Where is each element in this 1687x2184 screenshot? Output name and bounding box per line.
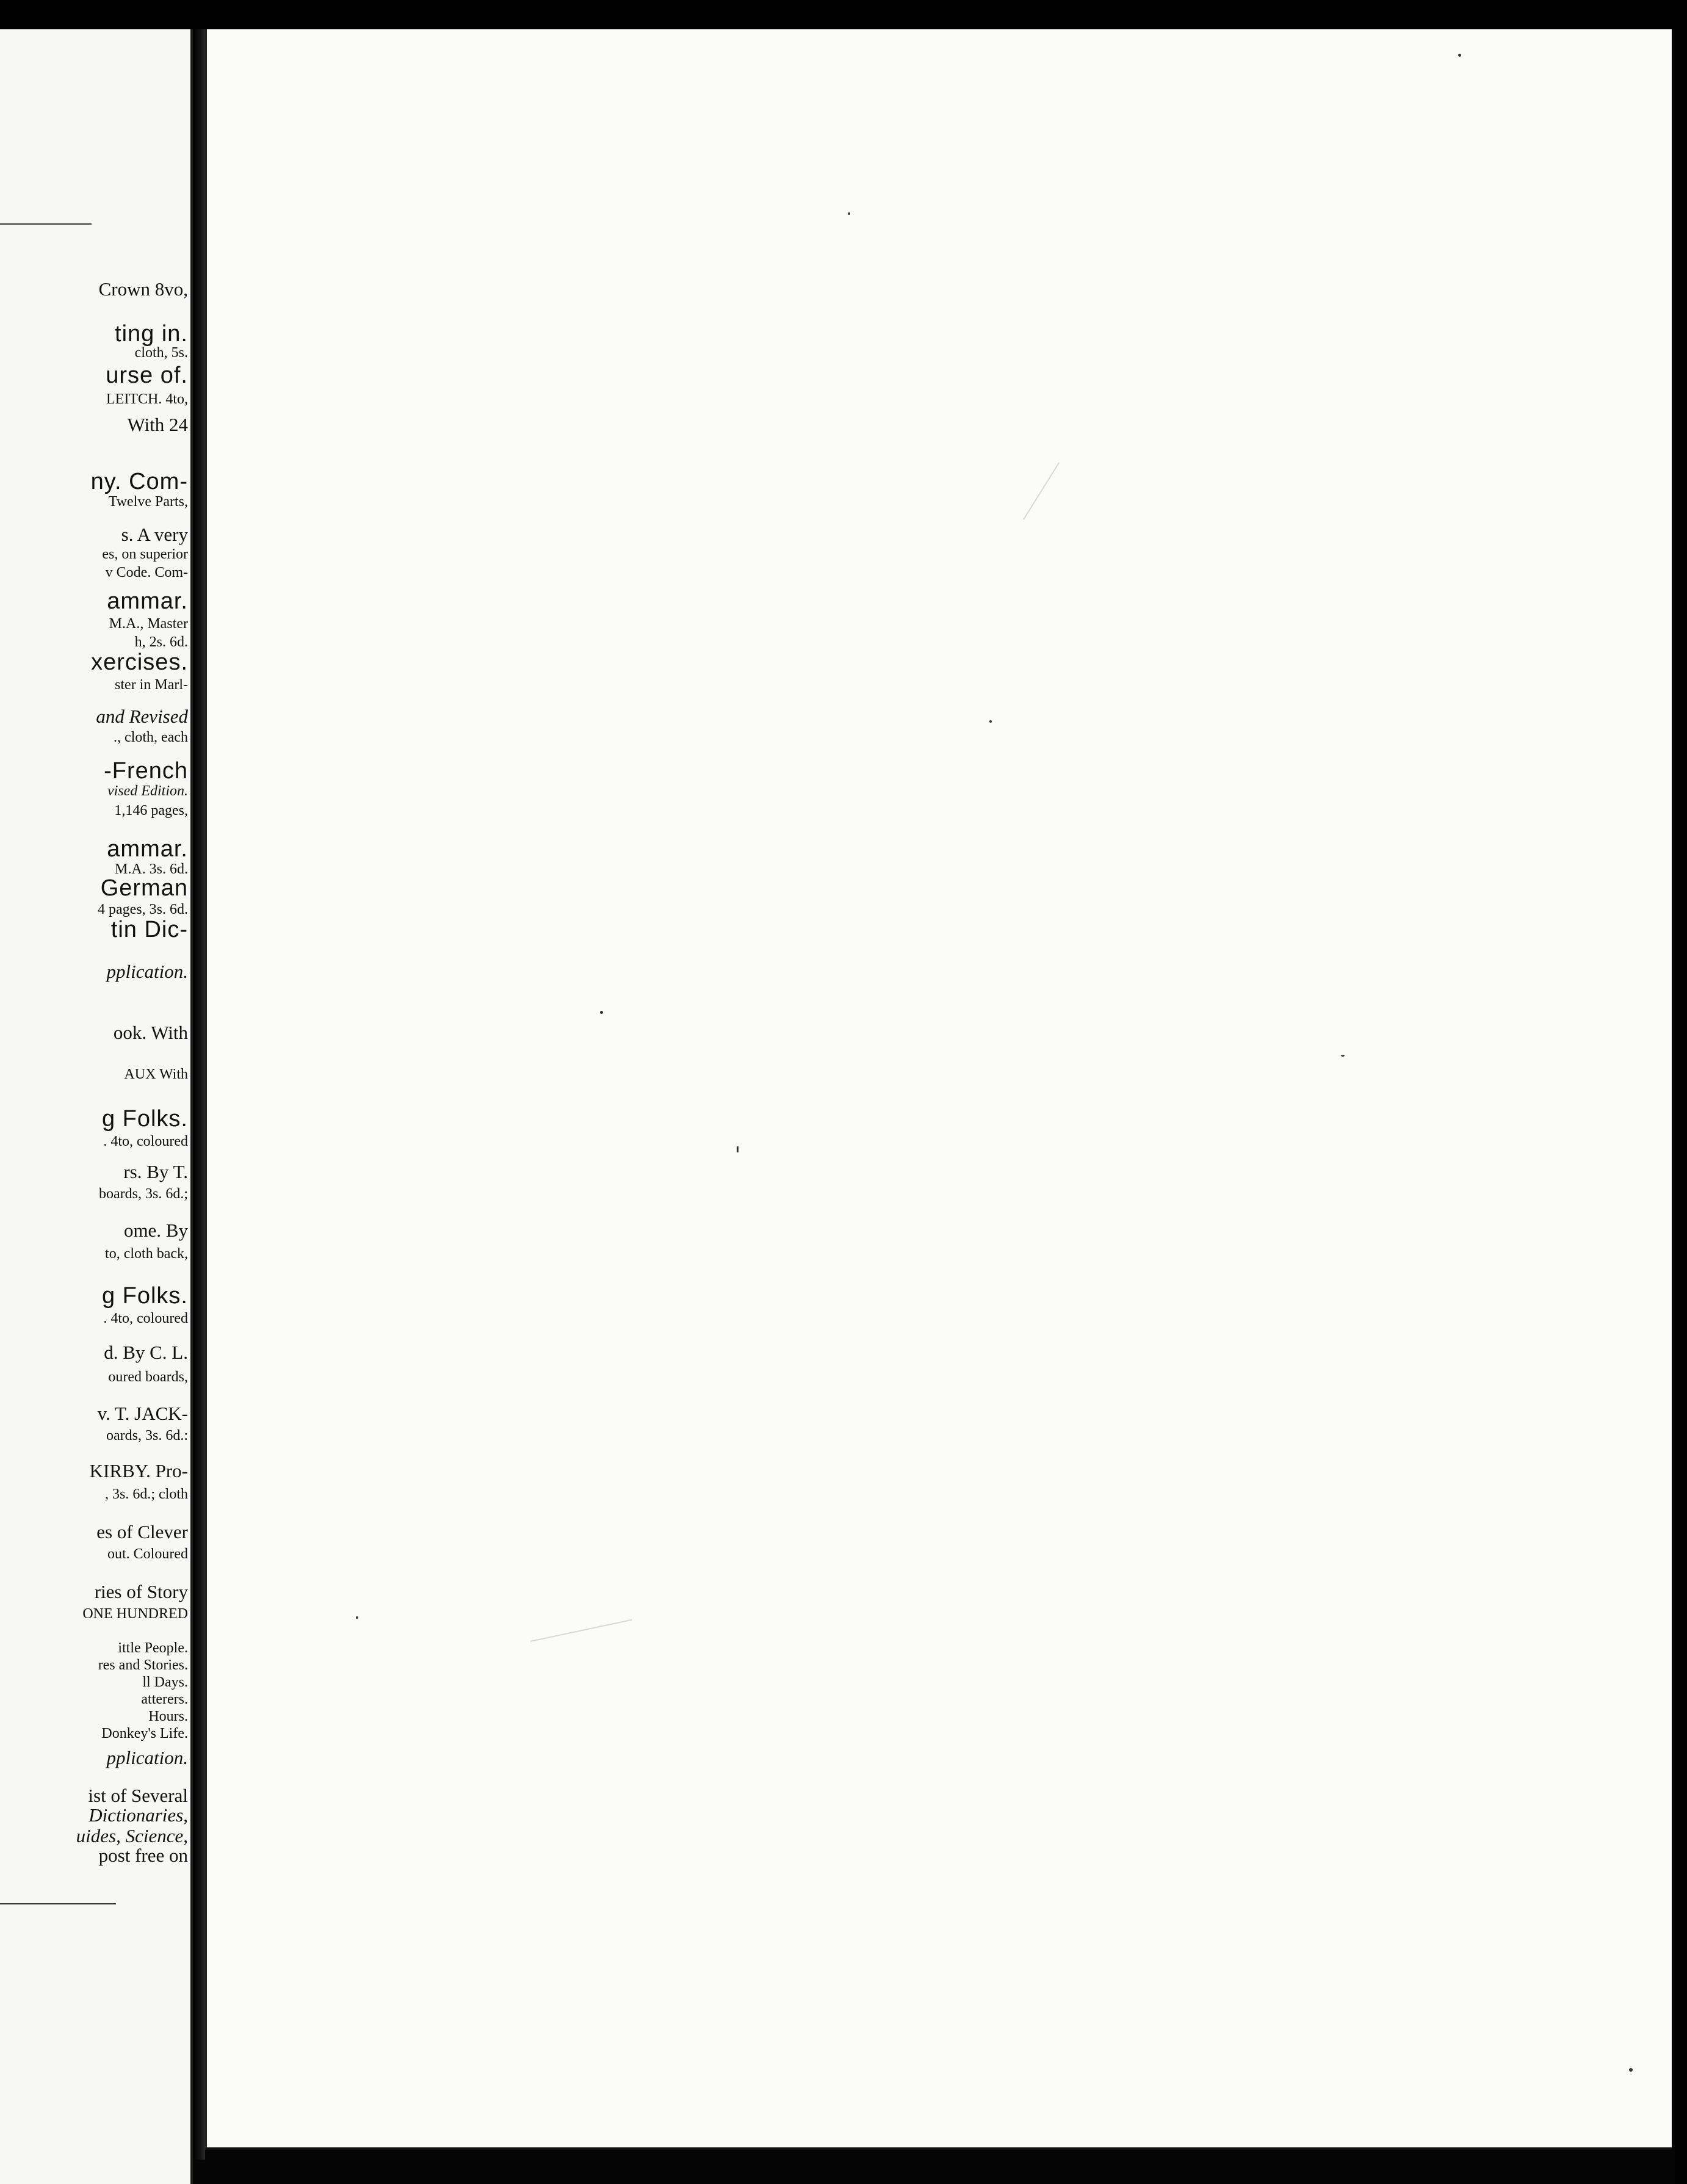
advertisement-line: pplication. — [106, 1747, 188, 1768]
advertisement-line: xercises. — [91, 649, 188, 675]
advertisement-line: ll Days. — [142, 1674, 188, 1690]
advertisement-line: vised Edition. — [107, 783, 188, 799]
advertisement-line: oards, 3s. 6d.: — [106, 1428, 188, 1444]
advertisement-line: tin Dic- — [110, 917, 188, 942]
speck — [1458, 54, 1461, 57]
speck — [737, 1146, 739, 1152]
book-spine-shadow — [193, 29, 205, 2160]
advertisement-line: ny. Com- — [90, 469, 188, 494]
advertisement-line: -French — [104, 758, 188, 784]
advertisement-line: es, on superior — [102, 546, 188, 562]
advertisement-line: boards, 3s. 6d.; — [99, 1186, 188, 1202]
advertisement-line: Crown 8vo, — [98, 278, 188, 300]
advertisement-line: AUX With — [124, 1066, 188, 1082]
advertisement-line: Twelve Parts, — [108, 494, 188, 510]
speck — [356, 1616, 358, 1619]
top-border — [0, 0, 1687, 29]
advertisement-line: and Revised — [96, 706, 188, 727]
advertisement-line: 1,146 pages, — [114, 803, 188, 819]
advertisement-line: . 4to, coloured — [103, 1311, 188, 1326]
advertisement-line: pplication. — [106, 961, 188, 982]
advertisement-line: M.A., Master — [109, 616, 188, 632]
advertisement-line: ome. By — [123, 1220, 188, 1241]
advertisement-line: v. T. JACK- — [97, 1403, 188, 1424]
advertisement-line: 4 pages, 3s. 6d. — [98, 902, 188, 917]
top-rule — [0, 223, 92, 225]
advertisement-line: uides, Science, — [76, 1825, 188, 1846]
advertisement-line: h, 2s. 6d. — [134, 634, 188, 650]
advertisement-line: Dictionaries, — [89, 1804, 188, 1826]
bottom-rule — [0, 1903, 116, 1904]
speck — [848, 212, 850, 215]
advertisement-line: ONE HUNDRED — [82, 1606, 188, 1622]
advertisement-line: ook. With — [113, 1022, 188, 1043]
speck — [989, 720, 992, 723]
advertisement-line: . 4to, coloured — [103, 1134, 188, 1149]
advertisement-line: ist of Several — [88, 1785, 188, 1806]
advertisement-line: d. By C. L. — [104, 1342, 188, 1363]
advertisement-line: ., cloth, each — [114, 729, 188, 745]
advertisement-line: With 24 — [127, 414, 188, 435]
paper-streak — [1023, 462, 1060, 519]
advertisement-line: cloth, 5s. — [134, 345, 188, 361]
advertisement-line: urse of. — [106, 363, 188, 388]
speck — [600, 1011, 603, 1014]
blank-endpaper — [205, 29, 1672, 2150]
advertisement-line: ittle People. — [118, 1640, 188, 1656]
advertisement-line: M.A. 3s. 6d. — [114, 861, 188, 877]
speck — [1629, 2068, 1633, 2072]
advertisement-line: es of Clever — [96, 1521, 188, 1542]
advertisement-line: res and Stories. — [98, 1657, 188, 1673]
advertisement-line: to, cloth back, — [105, 1246, 188, 1262]
advertisement-line: Donkey's Life. — [101, 1726, 188, 1741]
advertisement-line: , 3s. 6d.; cloth — [105, 1486, 188, 1502]
advertisement-line: g Folks. — [101, 1106, 188, 1132]
advertisement-line: v Code. Com- — [105, 565, 188, 580]
advertisement-line: ammar. — [107, 588, 188, 614]
advertisement-line: rs. By T. — [123, 1161, 188, 1182]
advertisement-line: ting in. — [115, 321, 188, 347]
advertisement-line: ster in Marl- — [115, 677, 188, 693]
left-page-advertisement — [0, 29, 193, 2184]
advertisement-line: KIRBY. Pro- — [89, 1460, 188, 1481]
advertisement-line: post free on — [98, 1845, 188, 1866]
advertisement-line: s. A very — [121, 524, 188, 545]
advertisement-line: German — [100, 875, 188, 901]
advertisement-line: atterers. — [141, 1691, 188, 1707]
advertisement-line: oured boards, — [108, 1369, 188, 1385]
advertisement-line: ries of Story — [94, 1581, 188, 1602]
advertisement-line: out. Coloured — [107, 1546, 188, 1562]
advertisement-line: LEITCH. 4to, — [106, 391, 188, 407]
advertisement-line: Hours. — [148, 1709, 188, 1724]
advertisement-line: g Folks. — [101, 1283, 188, 1309]
right-border — [1675, 0, 1687, 2184]
speck — [1341, 1055, 1345, 1057]
advertisement-line: ammar. — [107, 836, 188, 862]
paper-streak — [530, 1619, 632, 1642]
